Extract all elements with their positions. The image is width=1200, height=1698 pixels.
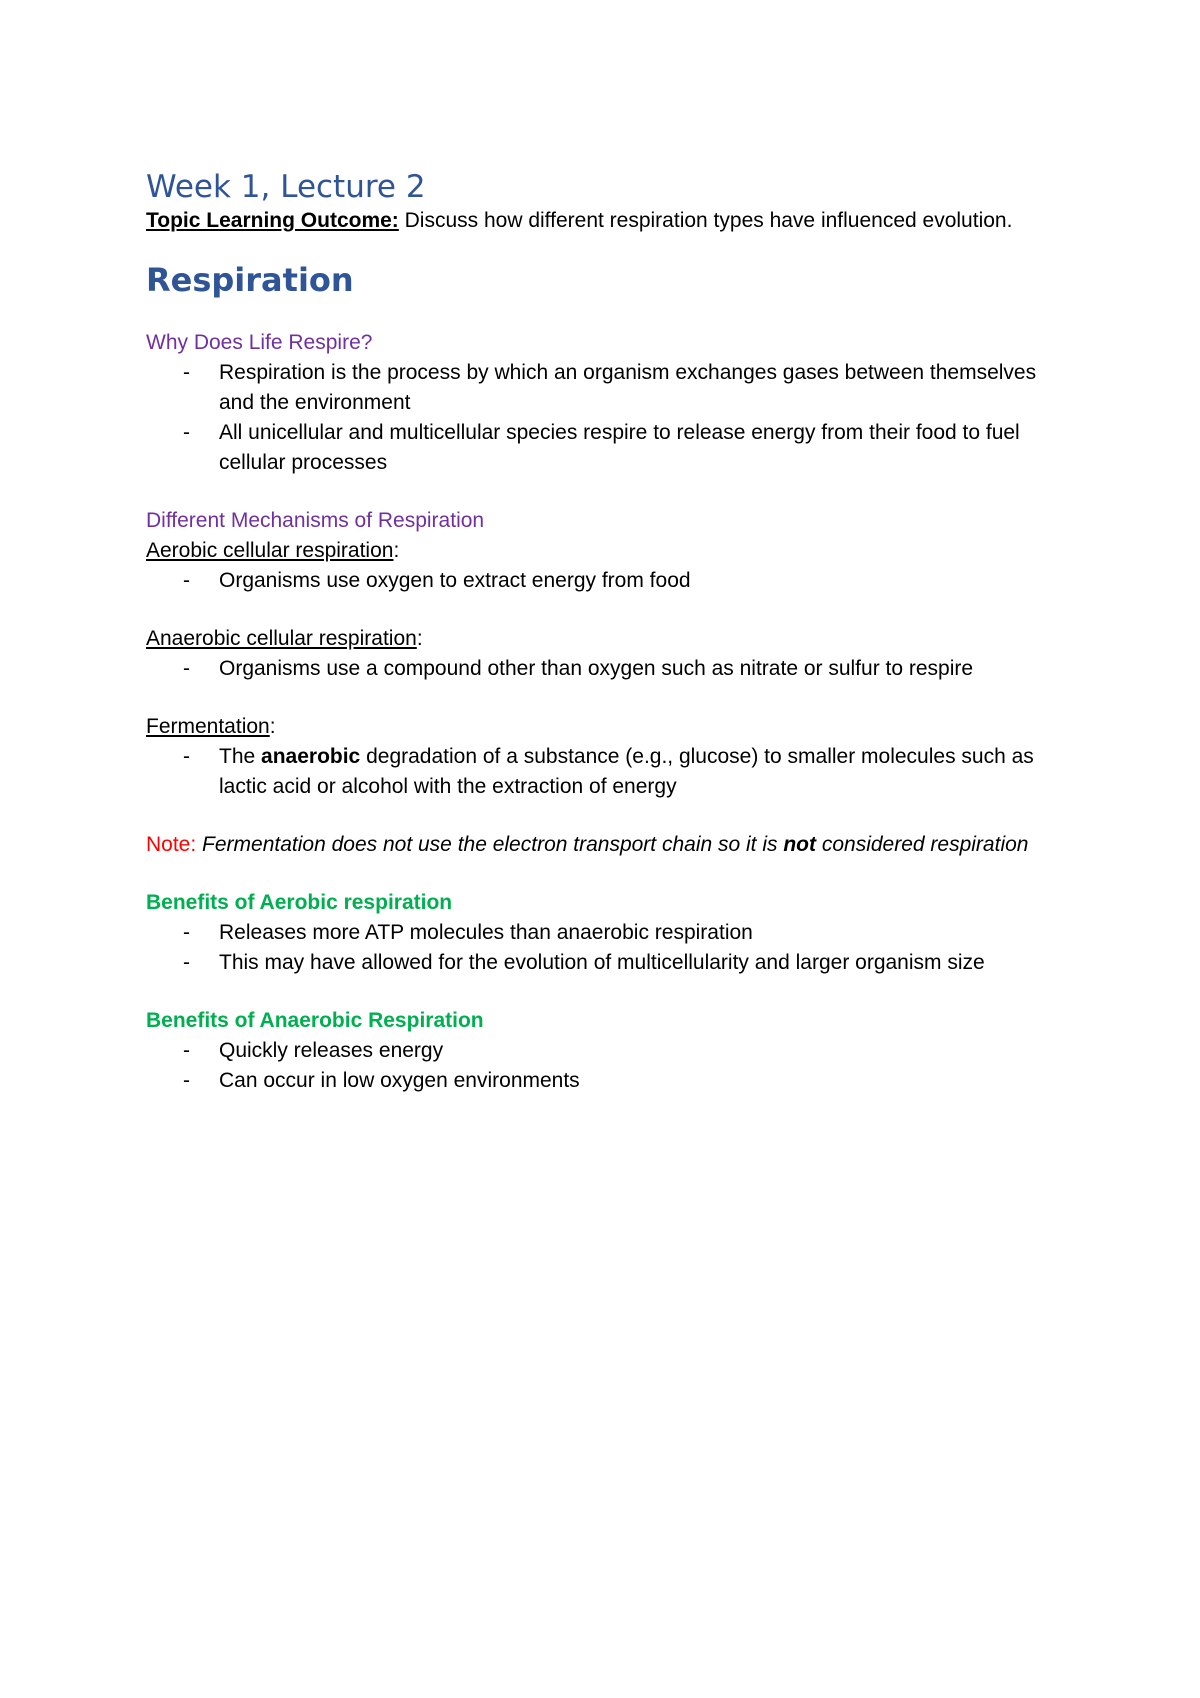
dash-bullet: - [183,361,190,384]
aerobic-label-text: Aerobic cellular respiration [146,539,394,562]
anaerobic-label-text: Anaerobic cellular respiration [146,627,417,650]
fermentation-label [146,712,1066,742]
bold-term: anaerobic [261,745,361,768]
week-title: Week 1, Lecture 2 [146,169,426,205]
outcome-text: Discuss how different respiration types have influenced evolution. [398,209,1013,232]
list-item [146,742,1066,802]
spacer [146,802,1066,830]
aerobic-label [146,536,1066,566]
list-item [146,418,1066,478]
fermentation-list [146,742,1066,802]
note-text: Fermentation does not use the electron transport chain so it is [196,833,784,856]
list-item-text: degradation of a substance (e.g., glucose) to smaller molecules such as lactic acid or alcohol with the extraction of energy [219,745,1034,798]
dash-bullet: - [183,421,190,444]
note-text: considered respiration [816,833,1029,856]
list-item-text: The [219,745,262,768]
list-item [146,358,1066,418]
label-colon: : [269,715,276,738]
list-item [146,1066,1066,1096]
spacer [146,596,1066,624]
list-item [146,948,1066,978]
list-item [146,918,1066,948]
mechanisms-heading: Different Mechanisms of Respiration [146,509,485,532]
benefits-anaerobic-list [146,1036,1066,1096]
list-item-text: All unicellular and multicellular species respire to release energy from their food to fuel cellular processes [219,421,1020,474]
spacer [146,684,1066,712]
why-heading: Why Does Life Respire? [146,331,373,354]
dash-bullet: - [183,951,190,974]
aerobic-list [146,566,1066,596]
list-item [146,654,1066,684]
list-item-text: Quickly releases energy [219,1039,444,1062]
list-item-text: Releases more ATP molecules than anaerobic respiration [219,921,753,944]
topic-learning-outcome [146,206,1066,236]
list-item-text: Organisms use oxygen to extract energy from food [219,569,691,592]
list-item-text: This may have allowed for the evolution of multicellularity and larger organism size [219,951,985,974]
list-item-text: Can occur in low oxygen environments [219,1069,580,1092]
label-colon: : [416,627,423,650]
benefits-aerobic-list [146,918,1066,978]
spacer [146,478,1066,506]
anaerobic-label [146,624,1066,654]
list-item [146,566,1066,596]
spacer [146,300,1066,328]
list-item-text: Organisms use a compound other than oxygen such as nitrate or sulfur to respire [219,657,974,680]
note-emphasis: not [783,833,817,856]
main-heading: Respiration [146,261,354,299]
note-label: Note: [146,833,197,856]
fermentation-label-text: Fermentation [146,715,270,738]
dash-bullet: - [183,657,190,680]
dash-bullet: - [183,921,190,944]
document-content [146,168,1066,1096]
benefits-anaerobic-heading: Benefits of Anaerobic Respiration [146,1009,484,1032]
spacer [146,860,1066,888]
anaerobic-list [146,654,1066,684]
dash-bullet: - [183,1069,190,1092]
list-item-text: Respiration is the process by which an organism exchanges gases between themselves and the environment [219,361,1037,414]
why-list [146,358,1066,478]
label-colon: : [393,539,400,562]
dash-bullet: - [183,569,190,592]
note [146,830,1066,860]
dash-bullet: - [183,1039,190,1062]
benefits-aerobic-heading: Benefits of Aerobic respiration [146,891,453,914]
outcome-label: Topic Learning Outcome: [146,209,399,232]
dash-bullet: - [183,745,190,768]
spacer [146,978,1066,1006]
list-item [146,1036,1066,1066]
